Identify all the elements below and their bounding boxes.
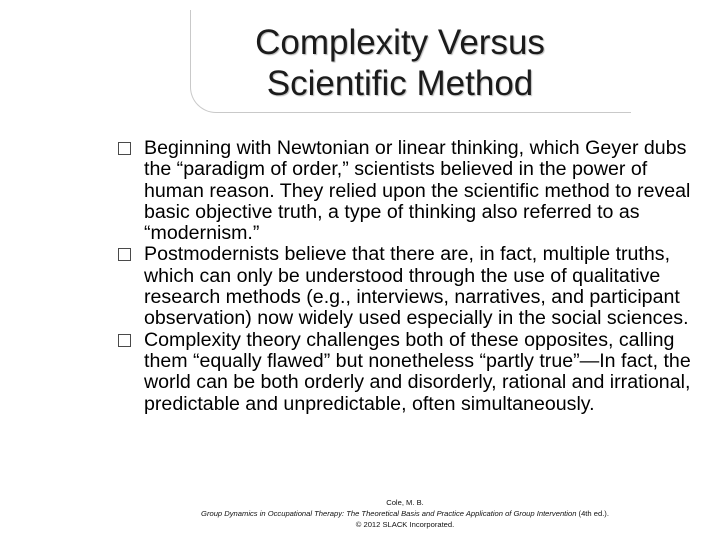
citation-edition: (4th ed.). bbox=[578, 509, 609, 518]
bullet-text: Beginning with Newtonian or linear thinking, which Geyer dubs the “paradigm of order,” scientists believed in the power of human reason. They relied upon the scientific method to reveal basic objective truth, a type of thinking also referred to as “modernism.” bbox=[144, 137, 691, 245]
bullet-text: Complexity theory challenges both of these opposites, calling them “equally flawed” but nonetheless “partly true”—In fact, the world can be both orderly and disorderly, rational and irrational, predictable and unpredictable, often simultaneously. bbox=[144, 328, 691, 415]
bullet-list bbox=[118, 138, 698, 415]
citation-book-title: Group Dynamics in Occupational Therapy: The Theoretical Basis and Practice Application of Group Intervention bbox=[201, 509, 577, 518]
square-bullet-icon bbox=[118, 248, 131, 261]
bullet-item bbox=[118, 244, 698, 329]
bullet-text: Postmodernists believe that there are, in fact, multiple truths, which can only be understood through the use of qualitative research methods (e.g., interviews, narratives, and participant observation) now widely used especially in the social sciences. bbox=[144, 243, 689, 330]
bullet-item bbox=[118, 330, 698, 415]
bullet-item bbox=[118, 138, 698, 244]
citation-footer bbox=[120, 497, 690, 530]
slide-title-line-1: Complexity Versus bbox=[255, 23, 545, 62]
slide-title-line-2: Scientific Method bbox=[266, 64, 534, 103]
square-bullet-icon bbox=[118, 142, 131, 155]
citation-book-line bbox=[120, 508, 690, 519]
citation-copyright: © 2012 SLACK Incorporated. bbox=[355, 520, 455, 529]
slide-title bbox=[200, 22, 600, 104]
citation-author: Cole, M. B. bbox=[386, 498, 424, 507]
square-bullet-icon bbox=[118, 334, 131, 347]
